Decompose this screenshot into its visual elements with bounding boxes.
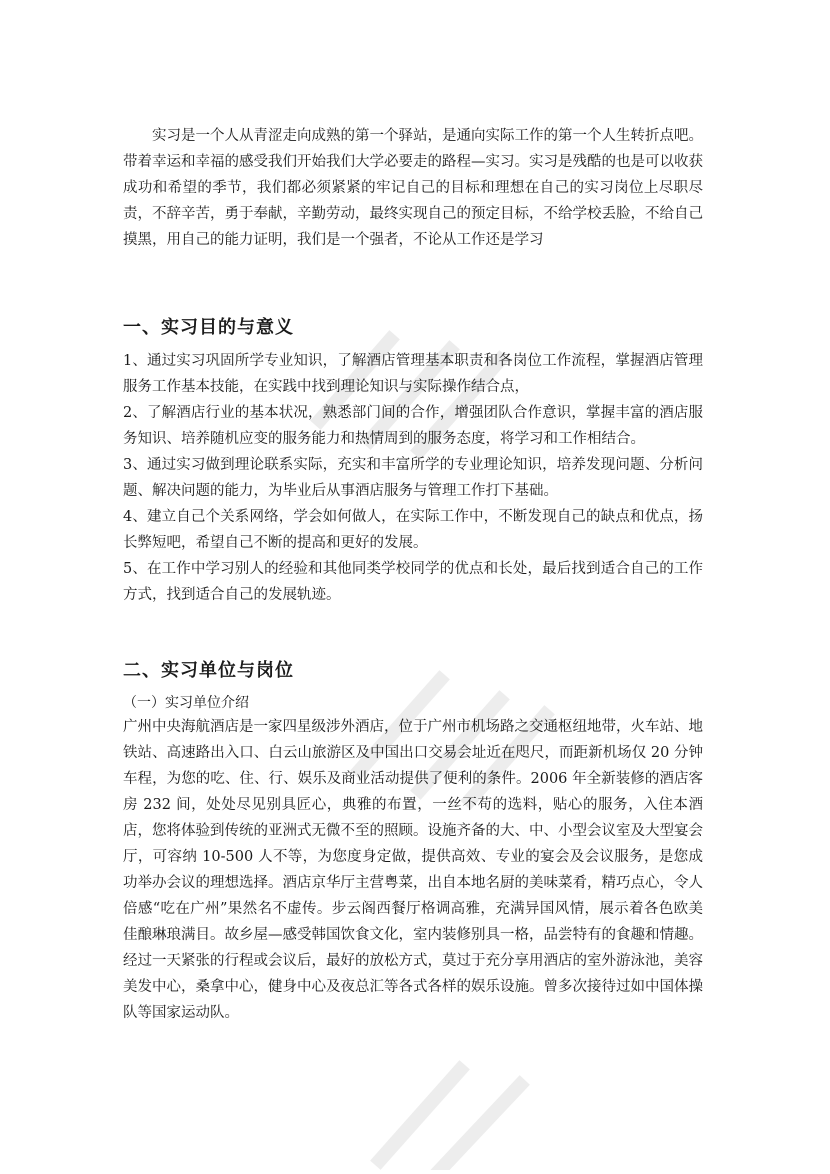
intro-paragraph: 实习是一个人从青涩走向成熟的第一个驿站，是通向实际工作的第一个人生转折点吧。带着幸运和幸福的感受我们开始我们大学必要走的路程—实习。实习是残酷的也是可以收获成功和希望的季节，我们都必须紧紧的牢记自己的目标和理想在自己的实习岗位上尽职尽责，不辞辛苦，勇于奉献，辛勤劳动，最终实现自己的预定目标，不给学校丢脸，不给自己摸黑，用自己的能力证明，我们是一个强者，不论从工作还是学习 bbox=[123, 128, 703, 248]
list-item: 5、在工作中学习别人的经验和其他同类学校同学的优点和长处，最后找到适合自己的工作方式，找到适合自己的发展轨迹。 bbox=[123, 561, 703, 603]
list-item: 4、建立自己个关系网络，学会如何做人，在实际工作中，不断发现自己的缺点和优点，扬长弊短吧，希望自己不断的提高和更好的发展。 bbox=[123, 509, 703, 551]
section1-heading: 一、实习目的与意义 bbox=[123, 317, 294, 338]
section2-heading: 二、实习单位与岗位 bbox=[123, 660, 294, 681]
list-item: 3、通过实习做到理论联系实际，充实和丰富所学的专业理论知识，培养发现问题、分析问题、解决问题的能力，为毕业后从事酒店服务与管理工作打下基础。 bbox=[123, 457, 703, 499]
section1-list bbox=[123, 348, 703, 608]
watermark-mark bbox=[360, 1030, 580, 1170]
section2-subheading: （一）实习单位介绍 bbox=[123, 695, 249, 711]
list-item: 2、了解酒店行业的基本状况，熟悉部门间的合作，增强团队合作意识，掌握丰富的酒店服务知识、培养随机应变的服务能力和热情周到的服务态度，将学习和工作相结合。 bbox=[123, 405, 703, 447]
list-item: 1、通过实习巩固所学专业知识，了解酒店管理基本职责和各岗位工作流程，掌握酒店管理服务工作基本技能，在实践中找到理论知识与实际操作结合点， bbox=[123, 353, 703, 395]
hotel-intro-paragraph: 广州中央海航酒店是一家四星级涉外酒店，位于广州市机场路之交通枢纽地带，火车站、地铁站、高速路出入口、白云山旅游区及中国出口交易会址近在咫尺，而距新机场仅 20 分钟车程，为您的吃、住、行、娱乐及商业活动提供了便利的条件。2006 年全新装修的酒店客房 232 间，处处尽见别具匠心，典雅的布置，一丝不苟的选料，贴心的服务，入住本酒店，您将体验到传统的亚洲式无微不至的照顾。设施齐备的大、中、小型会议室及大型宴会厅，可容纳 10-500 人不等，为您度身定做，提供高效、专业的宴会及会议服务，是您成功举办会议的理想选择。酒店京华厅主营粤菜，出自本地名厨的美味菜肴，精巧点心，令人倍感“吃在广州”果然名不虚传。步云阁西餐厅格调高雅，充满异国风情，展示着各色欧美佳酿琳琅满目。故乡屋—感受韩国饮食文化，室内装修别具一格，品尝特有的食趣和情趣。经过一天紧张的行程或会议后，最好的放松方式，莫过于充分享用酒店的室外游泳池，美容美发中心，桑拿中心，健身中心及夜总汇等各式各样的娱乐设施。曾多次接待过如中国体操队等国家运动队。 bbox=[123, 719, 703, 1021]
